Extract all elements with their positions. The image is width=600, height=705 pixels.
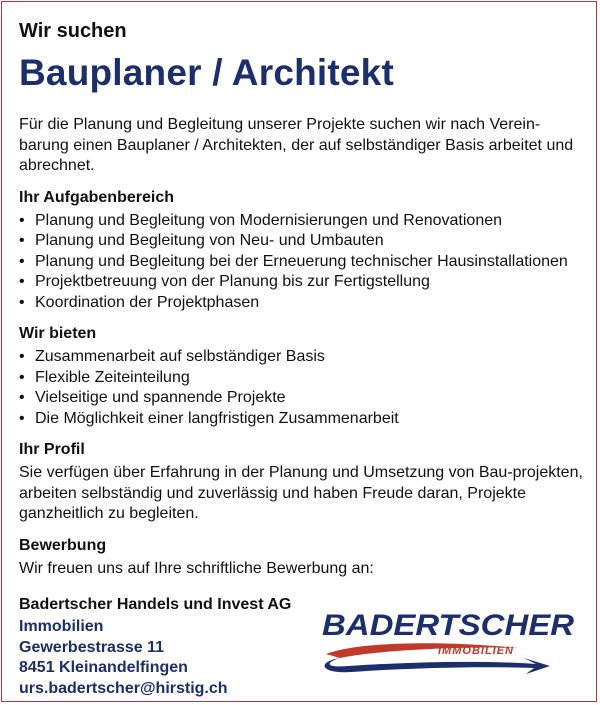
application-heading: Bewerbung [19, 536, 107, 554]
logo-graphic [318, 604, 580, 684]
profile-text: Sie verfügen über Erfahrung in der Planung und Umsetzung von Bau-projekten, arbeiten selbständig und zuverlässig und haben Freude daran, Projekte ganzheitlich zu begleiten. [19, 464, 583, 522]
logo-swoosh-arrow [325, 658, 550, 674]
job-title: Bauplaner / Architekt [19, 52, 394, 93]
contact-city: 8451 Kleinandelfingen [19, 659, 188, 676]
list-item: • Koordination der Projektphasen [19, 293, 584, 314]
offer-heading: Wir bieten [19, 325, 97, 342]
list-item: • Vielseitige und spannende Projekte [19, 388, 584, 409]
contact-division: Immobilien [19, 618, 104, 635]
company-name: Badertscher Handels und Invest AG [19, 596, 292, 613]
contact-email[interactable]: urs.badertscher@hirstig.ch [19, 679, 228, 697]
eyebrow-text: Wir suchen [19, 20, 127, 42]
company-logo [318, 604, 580, 684]
list-item: • Flexible Zeiteinteilung [19, 368, 584, 389]
logo-wordmark: BADERTSCHER [322, 609, 575, 642]
logo-tagline: IMMOBILIEN [438, 645, 514, 657]
offer-list [19, 347, 584, 429]
tasks-heading: Ihr Aufgabenbereich [19, 188, 174, 206]
list-item: • Projektbetreuung von der Planung bis zur Fertigstellung [19, 272, 584, 293]
list-item: • Planung und Begleitung von Modernisierungen und Renovationen [19, 211, 584, 232]
list-item: • Die Möglichkeit einer langfristigen Zusammenarbeit [19, 409, 584, 430]
tasks-list [19, 211, 584, 314]
application-text: Wir freuen uns auf Ihre schriftliche Bewerbung an: [19, 559, 374, 577]
list-item: • Zusammenarbeit auf selbständiger Basis [19, 347, 584, 368]
list-item: • Planung und Begleitung bei der Erneuerung technischer Hausinstallationen [19, 252, 584, 273]
list-item: • Planung und Begleitung von Neu- und Umbauten [19, 231, 584, 252]
profile-heading: Ihr Profil [19, 441, 85, 458]
intro-paragraph: Für die Planung und Begleitung unserer Projekte suchen wir nach Verein-barung einen Bauplaner / Architekten, der auf selbständiger Basis arbeitet und abrechnet. [19, 116, 574, 174]
job-ad [19, 19, 584, 699]
contact-street: Gewerbestrasse 11 [19, 638, 164, 656]
